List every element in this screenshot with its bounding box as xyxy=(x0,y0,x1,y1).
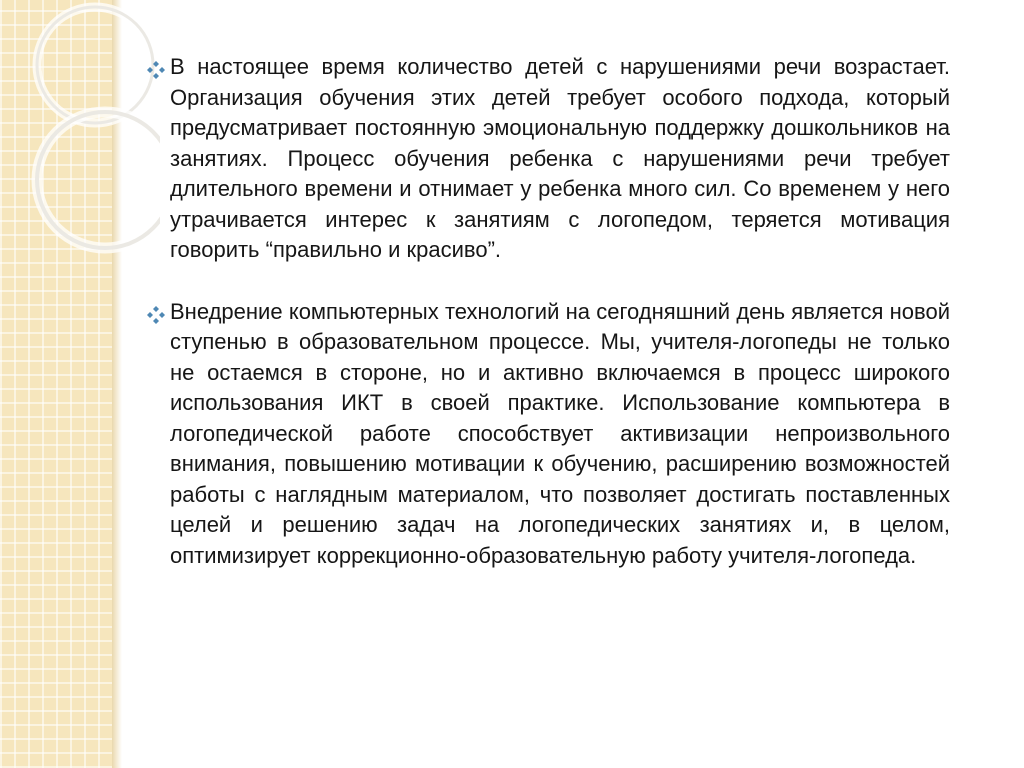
decorative-ring-upper-shade xyxy=(37,7,153,123)
decorative-ring-lower-shade xyxy=(37,112,160,248)
bullet-text: В настоящее время количество детей с нарушениями речи возрастает. Организация обучения этих детей требует особого подхода, который предусматривает постоянную эмоциональную поддержку дошкольников на занятиях. Процесс обучения ребенка с нарушениями речи требует длительного времени и отнимает у ребенка много сил. Со временем у него утрачивается интерес к занятиям с логопедом, теряется мотивация говорить “правильно и красиво”. xyxy=(170,54,950,262)
bullet-item-ict-introduction xyxy=(144,297,950,572)
bullet-item-current-situation xyxy=(144,52,950,266)
bullet-text: Внедрение компьютерных технологий на сегодняшний день является новой ступенью в образовательном процессе. Мы, учителя-логопеды не только не остаемся в стороне, но и активно включаемся в процесс широкого использования ИКТ в своей практике. Использование компьютера в логопедической работе способствует активизации непроизвольного внимания, повышению мотивации к обучению, расширению возможностей работы с наглядным материалом, что позволяет достигать поставленных целей и решению задач на логопедических занятиях и, в целом, оптимизирует коррекционно-образовательную работу учителя-логопеда. xyxy=(170,298,950,568)
diamond-bullet-icon xyxy=(144,297,170,327)
slide-content xyxy=(144,52,950,571)
decorative-rings xyxy=(0,0,160,300)
diamond-bullet-icon xyxy=(144,52,170,82)
